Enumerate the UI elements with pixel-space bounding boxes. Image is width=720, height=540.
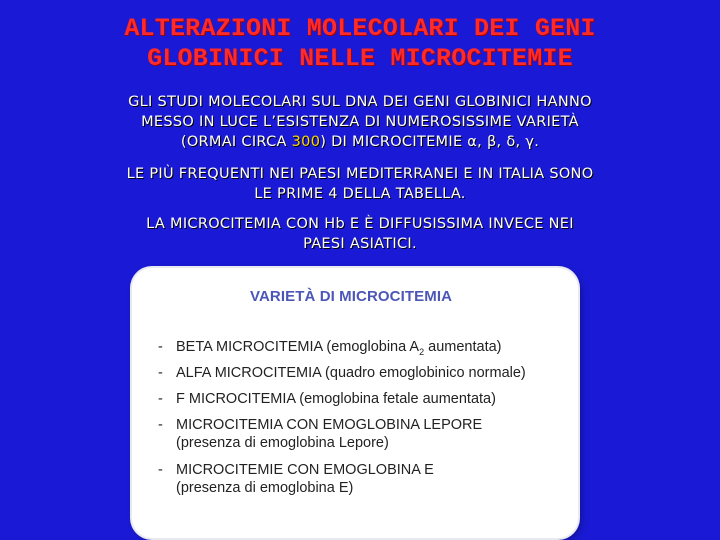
- varieties-table-title: VARIETÀ DI MICROCITEMIA: [250, 288, 453, 305]
- slide-title-line2: GLOBINICI NELLE MICROCITEMIE: [147, 44, 573, 73]
- paragraph-frequency-line2: LE PRIME 4 DELLA TABELLA.: [254, 186, 466, 202]
- list-item: [158, 416, 558, 452]
- bullet-dash: -: [158, 391, 163, 407]
- list-item: [158, 390, 558, 408]
- paragraph-studies-line3-after: ) DI MICROCITEMIE α, β, δ, γ.: [320, 134, 540, 150]
- paragraph-studies: [60, 92, 660, 152]
- varieties-table-card: [132, 268, 578, 538]
- bullet-dash: -: [158, 462, 163, 478]
- list-item-subtext: (presenza di emoglobina Lepore): [176, 435, 389, 451]
- paragraph-asia: [60, 214, 660, 254]
- list-item-text: MICROCITEMIA CON EMOGLOBINA LEPORE: [176, 417, 483, 433]
- bullet-dash: -: [158, 365, 163, 381]
- list-item-text: MICROCITEMIE CON EMOGLOBINA E: [176, 462, 434, 478]
- paragraph-studies-line3-before: (ORMAI CIRCA: [180, 134, 292, 150]
- list-item-subtext: (presenza di emoglobina E): [176, 480, 354, 496]
- slide-title-line1: ALTERAZIONI MOLECOLARI DEI GENI: [124, 14, 596, 43]
- paragraph-frequency: [60, 164, 660, 204]
- list-item: [158, 461, 558, 497]
- subscript-2: 2: [419, 346, 425, 357]
- list-item-text: ALFA MICROCITEMIA (quadro emoglobinico normale): [176, 365, 526, 381]
- paragraph-asia-line2: PAESI ASIATICI.: [303, 236, 417, 252]
- list-item-text: [176, 338, 558, 361]
- variety-count: 300: [291, 134, 321, 150]
- bullet-dash: -: [158, 339, 163, 355]
- paragraph-studies-line3: [60, 132, 660, 152]
- list-item-text: F MICROCITEMIA (emoglobina fetale aumentata): [176, 391, 496, 407]
- list-item: [158, 364, 558, 382]
- bullet-dash: -: [158, 417, 163, 433]
- list-item-text-b: aumentata): [424, 339, 502, 355]
- paragraph-frequency-line1: LE PIÙ FREQUENTI NEI PAESI MEDITERRANEI E IN ITALIA SONO: [126, 166, 594, 182]
- paragraph-studies-line1: GLI STUDI MOLECOLARI SUL DNA DEI GENI GLOBINICI HANNO: [128, 94, 592, 110]
- list-item: [158, 338, 558, 361]
- slide-title: [0, 14, 720, 74]
- list-item-text-a: BETA MICROCITEMIA (emoglobina A: [176, 339, 420, 355]
- paragraph-studies-line2: MESSO IN LUCE L’ESISTENZA DI NUMEROSISSIME VARIETÀ: [141, 114, 579, 130]
- paragraph-asia-line1: LA MICROCITEMIA CON Hb E È DIFFUSISSIMA INVECE NEI: [146, 216, 574, 232]
